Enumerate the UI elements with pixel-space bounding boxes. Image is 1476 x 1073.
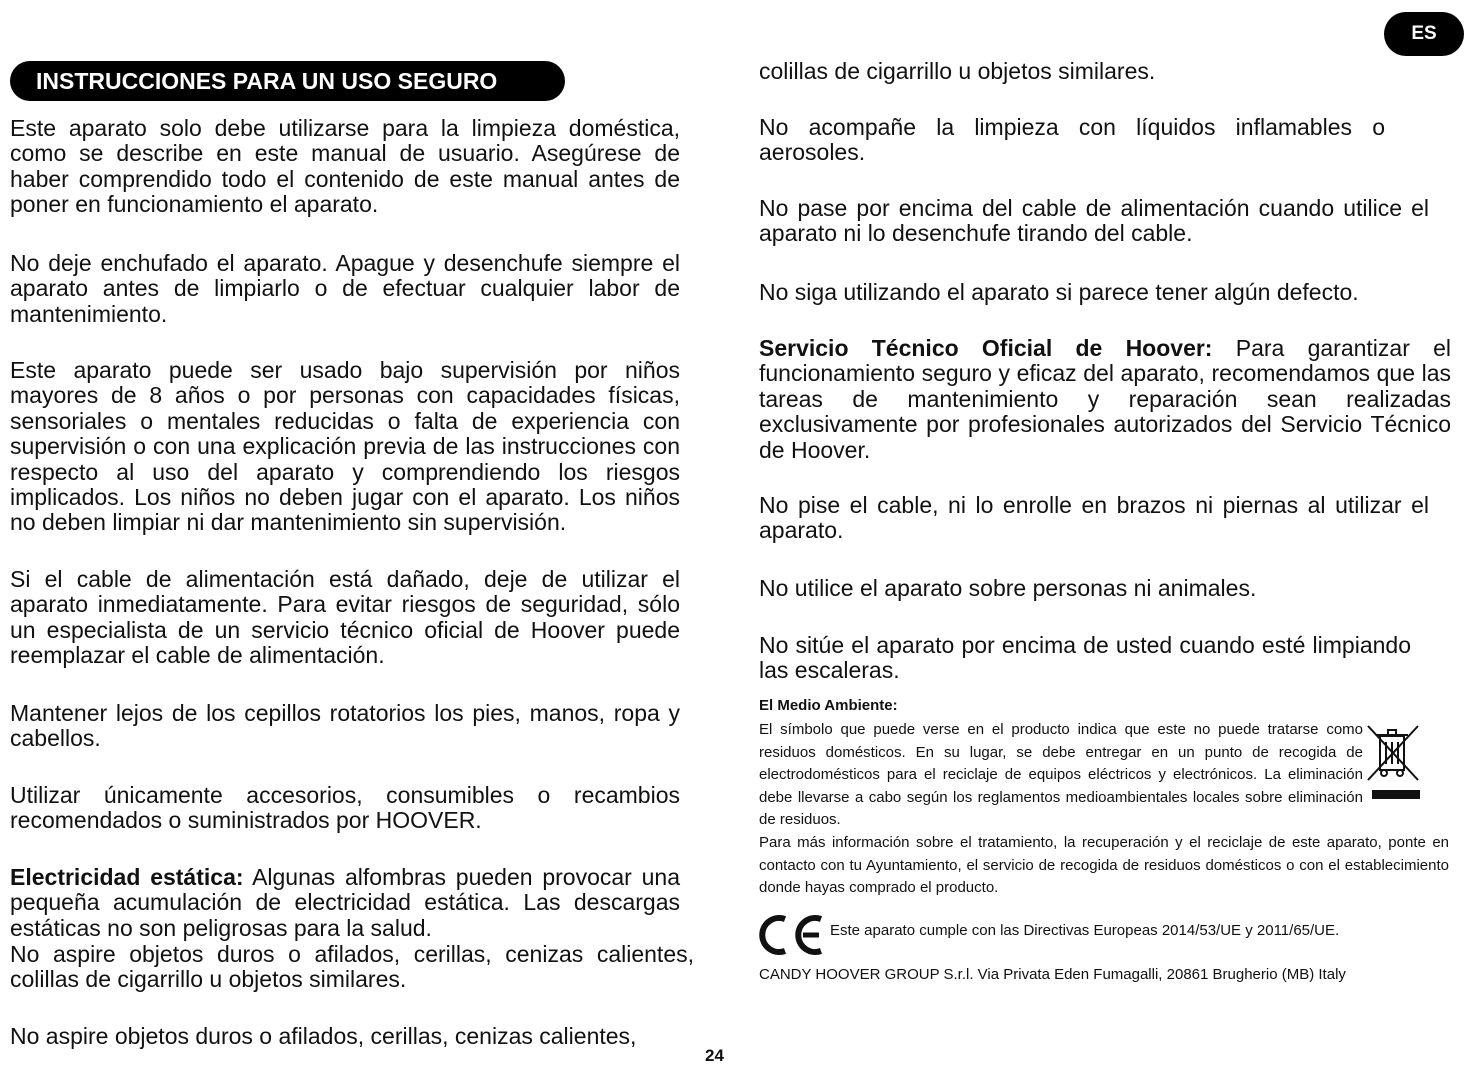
- ce-statement: Este aparato cumple con las Directivas Europeas 2014/53/UE y 2011/65/UE.: [830, 922, 1340, 939]
- language-badge: ES: [1384, 12, 1464, 56]
- environment-more-info: Para más información sobre el tratamiento, la recuperación y el reciclaje de este aparato, ponte en contacto con tu Ayuntamiento, el servicio de recogida de residuos domésticos o con el establecimiento donde hayas comprado el producto.: [759, 834, 1449, 896]
- paragraph-stairs: No sitúe el aparato por encima de usted cuando esté limpiando las escaleras.: [759, 632, 1411, 684]
- paragraph-hoover-service: [759, 336, 1451, 463]
- static-electricity-text: Algunas alfombras pueden provocar una pequeña acumulación de electricidad estática. Las descargas estáticas no son peligrosas para la salud.: [10, 864, 681, 941]
- paragraph-step-on-cable: No pise el cable, ni lo enrolle en brazos ni piernas al utilizar el aparato.: [759, 492, 1429, 544]
- page-number: 24: [705, 1046, 724, 1065]
- paragraph-defect: No siga utilizando el aparato si parece tener algún defecto.: [759, 279, 1359, 305]
- paragraph-cable-passing: No pase por encima del cable de alimentación cuando utilice el aparato ni lo desenchufe tirando del cable.: [759, 195, 1429, 247]
- ce-mark-icon: [759, 912, 829, 958]
- section-title: INSTRUCCIONES PARA UN USO SEGURO: [10, 61, 565, 101]
- paragraph-cigarette-butts: colillas de cigarrillo u objetos similares.: [759, 58, 1156, 84]
- paragraph-static-electricity: [10, 865, 680, 941]
- paragraph-children: Este aparato puede ser usado bajo supervisión por niños mayores de 8 años o por personas con capacidades físicas, sensoriales o mentales reducidas o falta de experiencia con supervisión o con una explicación previa de las instrucciones con respecto al uso del aparato y comprendiendo los riesgos implicados. Los niños no deben jugar con el aparato. Los niños no deben limpiar ni dar mantenimiento sin supervisión.: [10, 357, 680, 536]
- paragraph-damaged-cable: Si el cable de alimentación está dañado, deje de utilizar el aparato inmediatamente. Para evitar riesgos de seguridad, sólo un especialista de un servicio técnico oficial de Hoover puede reemplazar el cable de alimentación.: [10, 566, 680, 669]
- paragraph-people-animals: No utilice el aparato sobre personas ni animales.: [759, 575, 1257, 601]
- company-address: CANDY HOOVER GROUP S.r.l. Via Privata Eden Fumagalli, 20861 Brugherio (MB) Italy: [759, 966, 1346, 983]
- paragraph-accessories: Utilizar únicamente accesorios, consumibles o recambios recomendados o suministrados por HOOVER.: [10, 782, 680, 834]
- environment-heading: El Medio Ambiente:: [759, 697, 898, 714]
- paragraph-hard-objects: No aspire objetos duros o afilados, cerillas, cenizas calientes, colillas de cigarrillo u objetos similares.: [10, 941, 694, 993]
- paragraph-unplug: No deje enchufado el aparato. Apague y desenchufe siempre el aparato antes de limpiarlo o de efectuar cualquier labor de mantenimiento.: [10, 250, 680, 327]
- paragraph-rotating-brushes: Mantener lejos de los cepillos rotatorios los pies, manos, ropa y cabellos.: [10, 700, 680, 752]
- hoover-service-text: Para garantizar el funcionamiento seguro y eficaz del aparato, recomendamos que las tareas de mantenimiento y reparación sean realizadas exclusivamente por profesionales autorizados del Servicio Técnico de Hoover.: [759, 335, 1452, 463]
- static-electricity-label: Electricidad estática:: [10, 864, 244, 890]
- hoover-service-label: Servicio Técnico Oficial de Hoover:: [759, 335, 1213, 361]
- environment-text: El símbolo que puede verse en el producto indica que este no puede tratarse como residuos domésticos. En su lugar, se debe entregar en un punto de recogida de electrodomésticos para el reciclaje de equipos eléctricos y electrónicos. La eliminación debe llevarse a cabo según los reglamentos medioambientales locales sobre eliminación de residuos.: [759, 721, 1363, 828]
- paragraph-hard-objects-repeat: No aspire objetos duros o afilados, cerillas, cenizas calientes,: [10, 1023, 637, 1049]
- weee-crossed-bin-icon: [1360, 718, 1426, 804]
- paragraph-domestic-use: Este aparato solo debe utilizarse para la limpieza doméstica, como se describe en este manual de usuario. Asegúrese de haber comprendido todo el contenido de este manual antes de poner en funcionamiento el aparato.: [10, 115, 680, 218]
- paragraph-flammable-liquids: No acompañe la limpieza con líquidos inflamables o aerosoles.: [759, 114, 1385, 166]
